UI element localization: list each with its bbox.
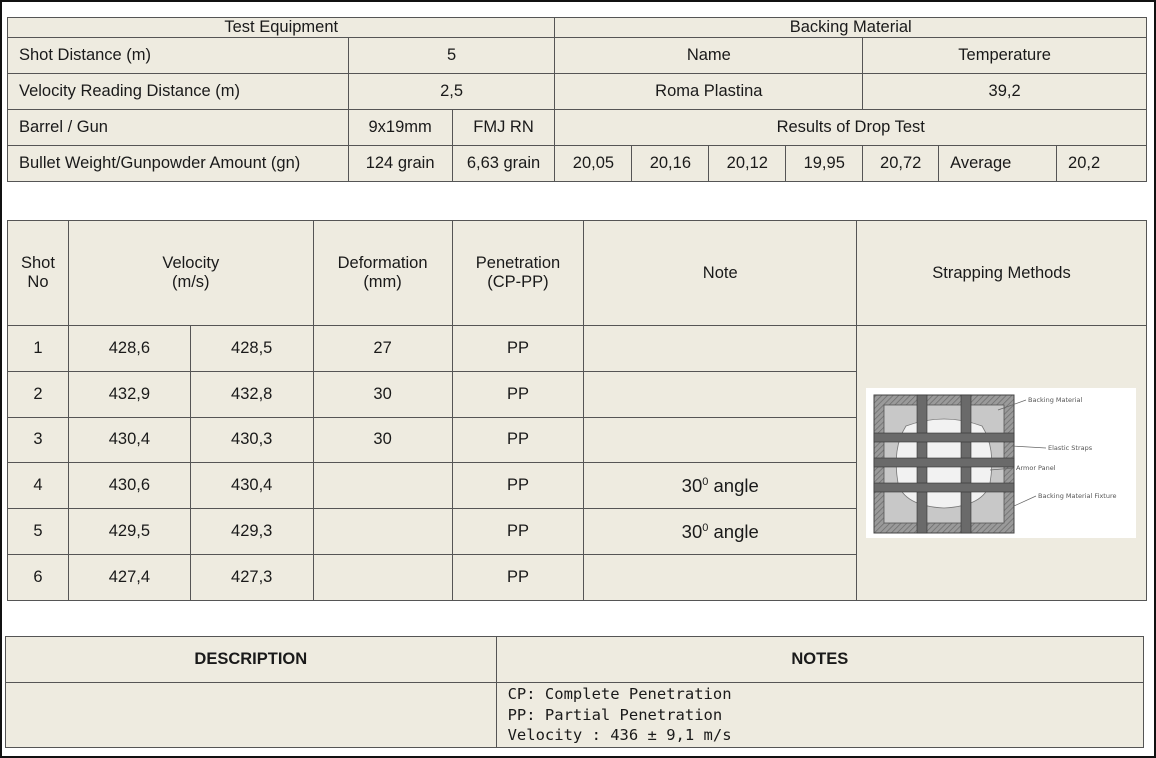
note	[584, 371, 857, 417]
penetration-header: Penetration (CP-PP)	[452, 221, 584, 326]
backing-material-header: Backing Material	[555, 18, 1147, 38]
horizontal-strap-shape	[874, 458, 1014, 467]
shots-table	[7, 220, 1147, 601]
drop-result-2: 20,16	[632, 146, 709, 182]
deformation	[313, 509, 452, 555]
average-label: Average	[939, 146, 1057, 182]
bullet-type-value: FMJ RN	[452, 110, 555, 146]
shot-no: 1	[8, 326, 69, 372]
note	[584, 417, 857, 463]
strapping-diagram	[866, 388, 1136, 538]
shot-distance-value: 5	[348, 38, 555, 74]
note: $30^0$ angle	[584, 509, 857, 555]
drop-test-label: Results of Drop Test	[555, 110, 1147, 146]
barrel-label: Barrel / Gun	[8, 110, 349, 146]
label-armor-panel: Armor Panel	[1016, 463, 1057, 472]
notes-header: NOTES	[496, 637, 1143, 683]
velocity-2: 430,4	[190, 463, 313, 509]
deformation: 27	[313, 326, 452, 372]
shot-no: 2	[8, 371, 69, 417]
strapping-methods-header: Strapping Methods	[856, 221, 1146, 326]
velocity-2: 429,3	[190, 509, 313, 555]
note-line: PP: Partial Penetration	[507, 705, 723, 724]
penetration: PP	[452, 554, 584, 600]
test-equipment-table	[7, 17, 1147, 182]
penetration: PP	[452, 326, 584, 372]
velocity-1: 427,4	[68, 554, 190, 600]
velocity-1: 429,5	[68, 509, 190, 555]
description-notes-table	[5, 636, 1144, 748]
bullet-weight-value: 124 grain	[348, 146, 452, 182]
test-equipment-header: Test Equipment	[8, 18, 555, 38]
note-line: CP: Complete Penetration	[507, 685, 732, 704]
note-header: Note	[584, 221, 857, 326]
drop-result-3: 20,12	[709, 146, 786, 182]
label-backing-fixture: Backing Material Fixture	[1038, 491, 1117, 500]
drop-result-1: 20,05	[555, 146, 632, 182]
velocity-2: 430,3	[190, 417, 313, 463]
horizontal-strap-shape	[874, 433, 1014, 442]
shot-no-header: Shot No	[8, 221, 69, 326]
velocity-2: 427,3	[190, 554, 313, 600]
velocity-1: 430,6	[68, 463, 190, 509]
notes-content	[496, 683, 1143, 748]
velocity-distance-label: Velocity Reading Distance (m)	[8, 74, 349, 110]
deformation: 30	[313, 371, 452, 417]
bullet-weight-label: Bullet Weight/Gunpowder Amount (gn)	[8, 146, 349, 182]
velocity-2: 432,8	[190, 371, 313, 417]
velocity-distance-value: 2,5	[348, 74, 555, 110]
description-content	[6, 683, 497, 748]
note: $30^0$ angle	[584, 463, 857, 509]
horizontal-strap-shape	[874, 483, 1014, 492]
backing-name-value: Roma Plastina	[555, 74, 863, 110]
strapping-diagram-cell	[856, 326, 1146, 601]
temperature-label: Temperature	[863, 38, 1147, 74]
backing-name-label: Name	[555, 38, 863, 74]
gunpowder-amount-value: 6,63 grain	[452, 146, 555, 182]
shot-no: 6	[8, 554, 69, 600]
velocity-1: 432,9	[68, 371, 190, 417]
label-elastic-straps: Elastic Straps	[1048, 443, 1093, 452]
deformation	[313, 463, 452, 509]
shot-no: 4	[8, 463, 69, 509]
note-line: Velocity : 436 ± 9,1 m/s	[507, 726, 732, 745]
drop-result-4: 19,95	[786, 146, 863, 182]
caliber-value: 9x19mm	[348, 110, 452, 146]
penetration: PP	[452, 417, 584, 463]
deformation-header: Deformation (mm)	[313, 221, 452, 326]
deformation: 30	[313, 417, 452, 463]
description-header: DESCRIPTION	[6, 637, 497, 683]
velocity-1: 428,6	[68, 326, 190, 372]
note	[584, 554, 857, 600]
penetration: PP	[452, 371, 584, 417]
drop-result-5: 20,72	[863, 146, 939, 182]
penetration: PP	[452, 463, 584, 509]
shot-no: 5	[8, 509, 69, 555]
label-backing-material: Backing Material	[1028, 395, 1083, 404]
shot-distance-label: Shot Distance (m)	[8, 38, 349, 74]
velocity-1: 430,4	[68, 417, 190, 463]
velocity-2: 428,5	[190, 326, 313, 372]
penetration: PP	[452, 509, 584, 555]
deformation	[313, 554, 452, 600]
velocity-header: Velocity (m/s)	[68, 221, 313, 326]
temperature-value: 39,2	[863, 74, 1147, 110]
note	[584, 326, 857, 372]
table-row	[8, 326, 1147, 372]
average-value: 20,2	[1057, 146, 1147, 182]
shot-no: 3	[8, 417, 69, 463]
